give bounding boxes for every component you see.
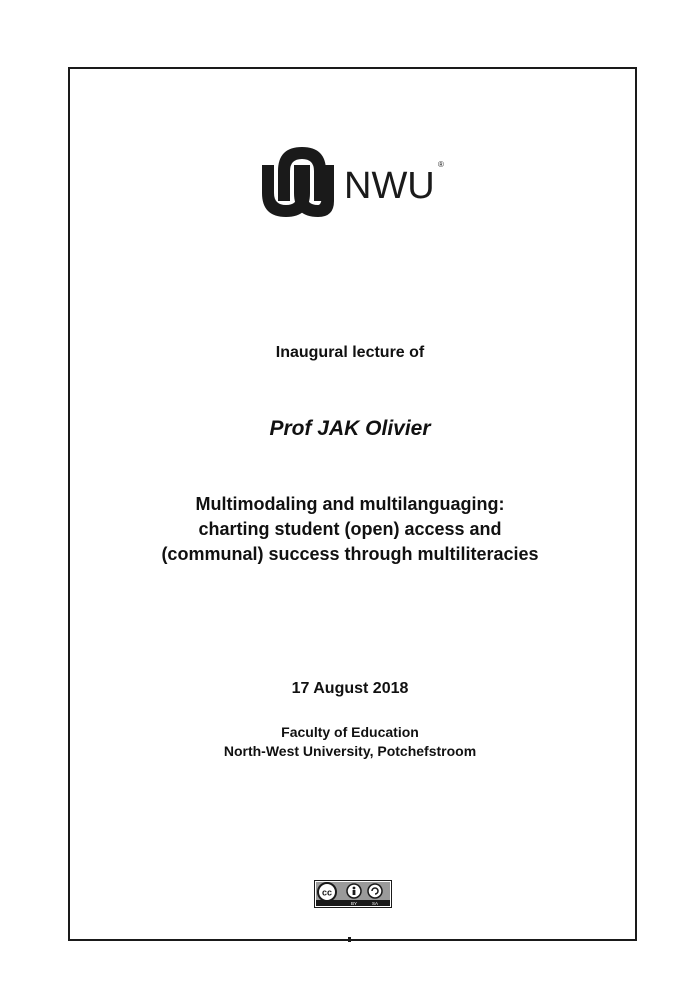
faculty-block	[0, 723, 700, 761]
cc-by-label: BY	[350, 901, 358, 906]
creative-commons-by-sa-icon	[314, 880, 392, 908]
lecture-title	[0, 492, 700, 567]
cc-code: cc	[321, 887, 333, 898]
lecture-date: 17 August 2018	[291, 680, 409, 697]
institution-name: North-West University, Potchefstroom	[223, 743, 477, 759]
title-line-3: (communal) success through multiliteracies	[161, 544, 539, 564]
title-line-1: Multimodaling and multilanguaging:	[195, 494, 505, 514]
faculty-name: Faculty of Education	[281, 724, 419, 740]
logo-wordmark: NWU	[344, 165, 435, 207]
title-line-2: charting student (open) access and	[198, 519, 502, 539]
speaker-name: Prof JAK Olivier	[269, 417, 431, 440]
nwu-logo	[256, 143, 456, 223]
cc-sa-label: SA	[371, 901, 379, 906]
border-tick-mark	[348, 937, 351, 942]
registered-mark: ®	[438, 160, 444, 169]
nwu-logo-icon	[256, 143, 456, 223]
lecture-intro: Inaugural lecture of	[275, 344, 425, 361]
